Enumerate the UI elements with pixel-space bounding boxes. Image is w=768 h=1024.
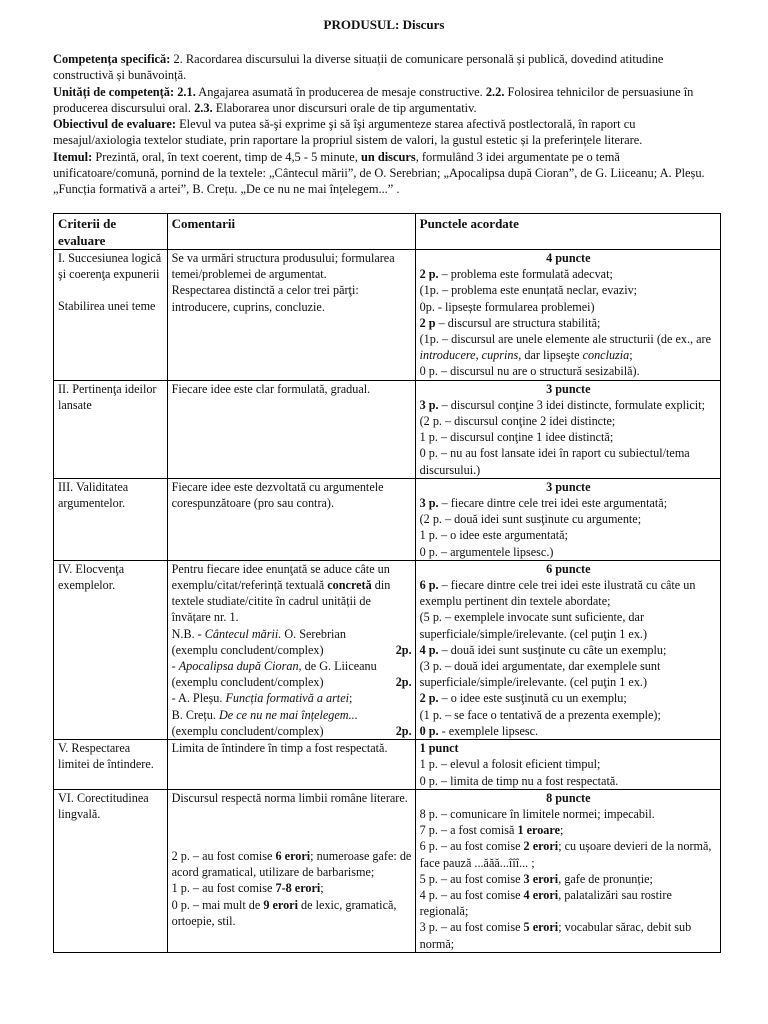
comentariu-text: Discursul respectă norma limbii române literare. [171,790,408,805]
table-row [54,380,721,478]
evaluation-table [53,213,721,953]
puncte-line: (2 p. – discursul conţine 2 idei distincte; [419,414,616,429]
puncte-heading: 3 puncte [546,479,591,494]
puncte-line: 6 p. – au fost comise 2 erori; cu ușoare devieri de la normă, face pauză ...ăăă...îîî... ; [419,839,712,870]
puncte-line: 3 p. – fiecare dintre cele trei idei este argumentată; [419,496,668,511]
intro-section [53,51,715,198]
puncte-cell [415,740,720,790]
puncte-line: 7 p. – a fost comisă 1 eroare; [419,823,564,838]
unitate-3-text: Elaborarea unor discursuri orale de tip argumentativ. [212,100,477,115]
puncte-line: 4 p. – au fost comise 4 erori, palatalizări sau rostire regională; [419,887,672,919]
puncte-cell [415,380,720,478]
criteriu-cell [54,250,168,381]
comentarii-cell: Limita de întindere în timp a fost respectată. [167,740,415,790]
puncte-line: (1p. – discursul are unele elemente ale structurii (de ex., are introducere, cuprins, dar lipseşte concluzia; [419,332,711,363]
puncte-cell [415,789,720,952]
puncte-line: 2 p – discursul are structura stabilită; [419,315,601,330]
competenta-paragraph [53,51,715,84]
competenta-text: 2. Racordarea discursului la diverse situații de comunicare personală și publică, dovedind atitudine constructivă și bunăvoință. [53,52,664,83]
puncte-heading: 6 puncte [546,561,591,576]
comentariu-text: 1 p. – au fost comise 7-8 erori; [171,881,324,896]
puncte-line: (2 p. – două idei sunt susţinute cu argumente; [419,512,642,527]
puncte-line: 1 p. – discursul conţine 1 idee distinctă; [419,430,614,445]
comentariu-text: N.B. - Cântecul mării. O. Serebrian [171,626,346,641]
puncte-line: (3 p. – două idei argumentate, dar exemplele sunt superficiale/simple/irelevante. (cel puţin 1 ex.) [419,659,661,690]
criteriu-cell: VI. Corectitudinea lingvală. [54,789,168,952]
puncte-heading: 3 puncte [546,381,591,396]
table-header-row [54,214,721,250]
comentariu-text: - A. Pleșu. Funcția formativă a artei; [171,691,353,706]
unitate-2-text: Folosirea tehnicilor de persuasiune în producerea discursului oral. [53,84,694,115]
comentarii-cell [167,789,415,952]
comentariu-text: (exemplu concludent/complex) 2p. [171,675,412,690]
obiectiv-label: Obiectivul de evaluare: [53,117,176,132]
competenta-label: Competența specifică: [53,52,171,66]
puncte-line: (1p. – problema este enunțată neclar, evaziv; [419,283,638,298]
unitati-paragraph [53,84,715,117]
puncte-line: 0p. - lipsește formularea problemei) [419,299,595,314]
puncte-line: 3 p. – discursul conţine 3 idei distincte, formulate explicit; [419,397,705,412]
table-row [54,560,721,739]
item-text-2: , formulând 3 idei argumentate pe o temă unificatoare/comună, pornind de la textele: „Cântecul mării”, de O. Serebrian; „Apocalipsa după Cioran”, de G. Liiceanu; A. Pleșu. „Funcția formativă a artei”, B. Crețu. „De ce nu ne mai înțelegem...” . [53,149,705,197]
puncte-heading: 4 puncte [546,251,591,265]
puncte-line: 0 p. – nu au fost lansate idei în raport cu subiectul/tema discursului.) [419,446,690,477]
unitati-label: Unități de competență: [53,84,175,99]
criteriu-cell: III. Validitatea argumentelor. [54,478,168,560]
comentariu-text: (exemplu concludent/complex) 2p. [171,723,412,738]
puncte-line: 0 p. – argumentele lipsesc.) [419,544,554,559]
puncte-line: 4 p. – două idei sunt susţinute cu câte un exemplu; [419,642,667,657]
criteriu-cell: II. Pertinenţa ideilor lansate [54,380,168,478]
comentariu-text: Pentru fiecare idee enunţată se aduce câte un exemplu/citat/referință textuală concretă din textele studiate/citite în cadrul unității de învățare nr. 1. [171,561,391,625]
puncte-line: 3 p. – au fost comise 5 erori; vocabular sărac, debit sub normă; [419,920,692,951]
table-row [54,789,721,952]
document-title: PRODUSUL: Discurs [323,17,445,32]
comentariu-text: Se va urmări structura produsului; formularea temei/problemei de argumentat. [171,251,395,282]
puncte-line: 1 p. – o idee este argumentată; [419,528,568,543]
obiectiv-paragraph [53,116,715,149]
puncte-cell [415,560,720,739]
header-puncte: Punctele acordate [415,214,720,250]
comentariu-text: Respectarea distinctă a celor trei părţi: introducere, cuprins, concluzie. [171,283,359,314]
criteriu-text: I. Succesiunea logică şi coerenţa expunerii [58,251,162,282]
puncte-cell [415,250,720,381]
criteriu-text: Stabilirea unei teme [58,299,156,314]
unitate-3-number: 2.3. [194,100,213,115]
comentariu-text: 0 p. – mai mult de 9 erori de lexic, gramatică, ortoepie, stil. [171,897,397,928]
table-row [54,740,721,790]
puncte-line: 2 p. – o idee este susţinută cu un exemplu; [419,691,627,706]
puncte-line: 2 p. – problema este formulată adecvat; [419,267,613,282]
puncte-cell [415,478,720,560]
comentariu-text: 2 p. – au fost comise 6 erori; numeroase gafe: de acord gramatical, utilizare de barbarisme; [171,848,412,880]
puncte-line: (1 p. – se face o tentativă de a prezenta exemple); [419,707,661,722]
criteriu-cell: V. Respectarea limitei de întindere. [54,740,168,790]
comentariu-text: (exemplu concludent/complex) 2p. [171,642,412,657]
table-row [54,478,721,560]
comentariu-text: - Apocalipsa după Cioran, de G. Liiceanu [171,659,377,674]
comentarii-cell: Fiecare idee este clar formulată, gradual. [167,380,415,478]
comentarii-cell: Fiecare idee este dezvoltată cu argumentele corespunzătoare (pro sau contra). [167,478,415,560]
item-bold: un discurs [360,149,416,164]
comentarii-cell [167,560,415,739]
unitate-1-text: Angajarea asumată în producerea de mesaje constructive. [195,84,486,99]
item-label: Itemul: [53,149,93,164]
table-row [54,250,721,381]
unitate-2-number: 2.2. [485,84,505,99]
unitate-1-number: 2.1. [174,84,196,99]
comentarii-cell [167,250,415,381]
item-text-1: Prezintă, oral, în text coerent, timp de 4,5 - 5 minute, [92,149,361,164]
criteriu-cell: IV. Elocvenţa exemplelor. [54,560,168,739]
puncte-line: 8 p. – comunicare în limitele normei; impecabil. [419,806,655,821]
puncte-line: 0 p. – discursul nu are o structură sesizabilă). [419,364,640,379]
header-comentarii: Comentarii [167,214,415,250]
puncte-line: 1 p. – elevul a folosit eficient timpul; [419,757,601,772]
puncte-line: (5 p. – exemplele invocate sunt suficiente, dar superficiale/simple/irelevante. (cel puţin 1 ex.) [419,610,648,641]
comentariu-text: B. Crețu. De ce nu ne mai înțelegem... [171,707,358,722]
obiectiv-text: Elevul va putea să-şi exprime şi să îşi argumenteze starea afectivă postlectorală, în raport cu mesajul/axiologia textelor studiate, prin raportare la propriul sistem de valori, la gustul estetic și la preferințele literare. [53,117,643,148]
puncte-heading: 8 puncte [546,790,591,805]
item-paragraph [53,149,715,198]
puncte-line: 0 p. - exemplele lipsesc. [419,723,539,738]
puncte-line: 5 p. – au fost comise 3 erori, gafe de pronunție; [419,871,653,886]
puncte-line: 6 p. – fiecare dintre cele trei idei este ilustrată cu câte un exemplu pertinent din textele abordate; [419,578,696,609]
puncte-line: 0 p. – limita de timp nu a fost respectată. [419,773,619,788]
puncte-heading: 1 punct [419,741,459,756]
header-criterii: Criterii de evaluare [54,214,168,250]
